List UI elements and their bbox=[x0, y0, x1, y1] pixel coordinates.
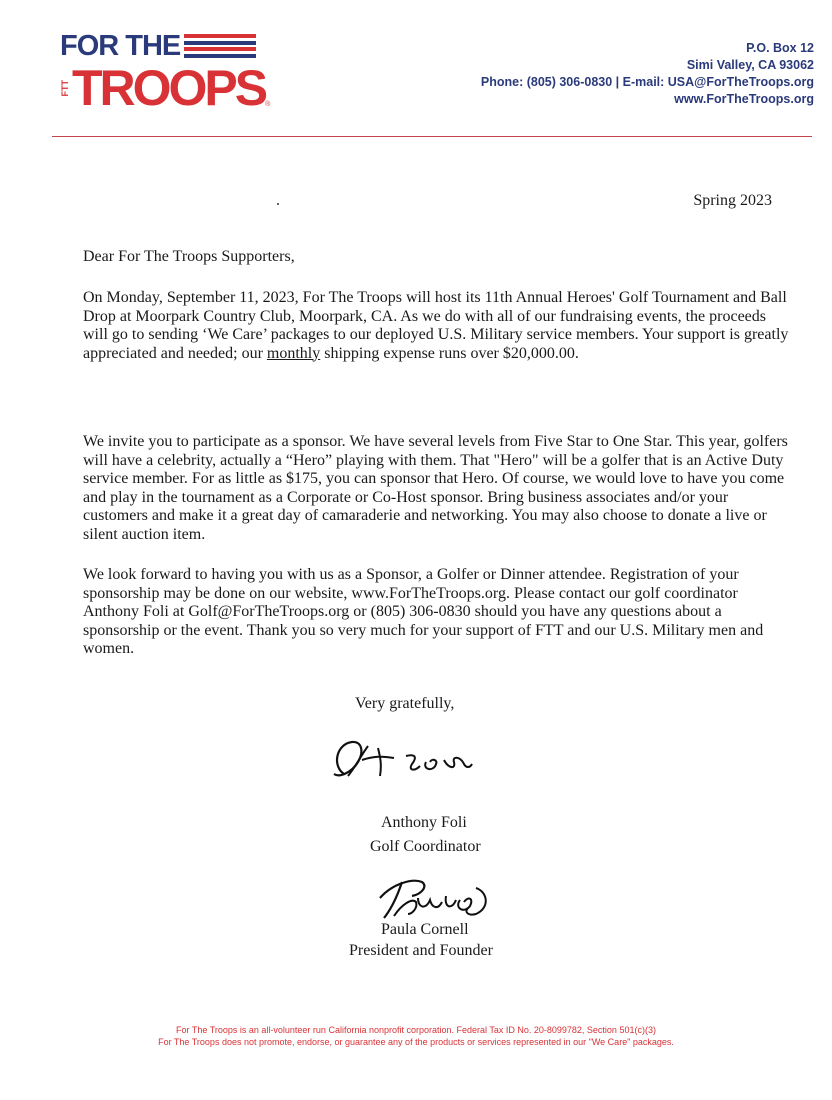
footer-disclaimer bbox=[0, 1024, 832, 1048]
address-block bbox=[481, 40, 814, 108]
for-the-troops-logo bbox=[60, 30, 275, 116]
city-state-zip: Simi Valley, CA 93062 bbox=[686, 58, 814, 72]
closing: Very gratefully, bbox=[355, 695, 455, 712]
signer-name-1: Anthony Foli bbox=[381, 814, 467, 831]
footer-line-1: For The Troops is an all-volunteer run California nonprofit corporation. Federal Tax ID No. 20-8099782, Section 501(c)(3) bbox=[176, 1025, 656, 1035]
footer-line-2: For The Troops does not promote, endorse, or guarantee any of the products or services represented in our "We Care" packages. bbox=[158, 1037, 674, 1047]
paragraph-event bbox=[83, 289, 789, 363]
paragraph-event-end: shipping expense runs over $20,000.00. bbox=[320, 344, 579, 362]
po-box: P.O. Box 12 bbox=[746, 41, 814, 55]
paragraph-event-text: On Monday, September 11, 2023, For The Troops will host its 11th Annual Heroes' Golf Tournament and Ball Drop at Moorpark Country Club, Moorpark, CA. As we do with all of our fundraising events, the proceeds will go to sending ‘We Care’ packages to our deployed U.S. Military service members. Your support is greatly appreciated and needed; our bbox=[83, 289, 789, 362]
paula-cornell-signature bbox=[372, 868, 502, 928]
logo-line-top: FOR THE bbox=[60, 30, 181, 62]
salutation: Dear For The Troops Supporters, bbox=[83, 248, 295, 265]
signer-title-2: President and Founder bbox=[349, 942, 493, 959]
monthly-underlined: monthly bbox=[266, 344, 321, 362]
header-divider bbox=[52, 136, 812, 137]
logo-side-text: FTT bbox=[60, 79, 70, 97]
flag-stripes-icon bbox=[184, 34, 256, 58]
anthony-foli-signature bbox=[322, 726, 492, 790]
logo-line-bottom: TROOPS bbox=[72, 60, 266, 116]
signer-title-1: Golf Coordinator bbox=[370, 838, 481, 855]
scan-speck bbox=[277, 203, 279, 205]
paragraph-contact: We look forward to having you with us as a Sponsor, a Golfer or Dinner attendee. Registration of your sponsorship may be done on our website, www.ForTheTroops.org. Please contact our golf coordinator Anthony Foli at Golf@ForTheTroops.org or (805) 306-0830 should you have any questions about a sponsorship or the event. Thank you so very much for your support of FTT and our U.S. Military men and women. bbox=[83, 566, 764, 657]
letter-date: Spring 2023 bbox=[693, 192, 772, 209]
website: www.ForTheTroops.org bbox=[674, 92, 814, 106]
contact-line: Phone: (805) 306-0830 | E-mail: USA@ForTheTroops.org bbox=[480, 75, 814, 89]
signer-name-2: Paula Cornell bbox=[381, 921, 469, 938]
registered-mark: ® bbox=[265, 101, 271, 108]
paragraph-sponsorship: We invite you to participate as a sponsor. We have several levels from Five Star to One Star. This year, golfers will have a celebrity, actually a “Hero” playing with them. That "Hero" will be a golfer that is an Active Duty service member. For as little as $175, you can sponsor that Hero. Of course, we would love to have you come and play in the tournament as a Corporate or Co-Host sponsor. Bring business associates and/or your customers and make it a great day of camaraderie and networking. You may also choose to donate a live or silent auction item. bbox=[83, 433, 788, 543]
